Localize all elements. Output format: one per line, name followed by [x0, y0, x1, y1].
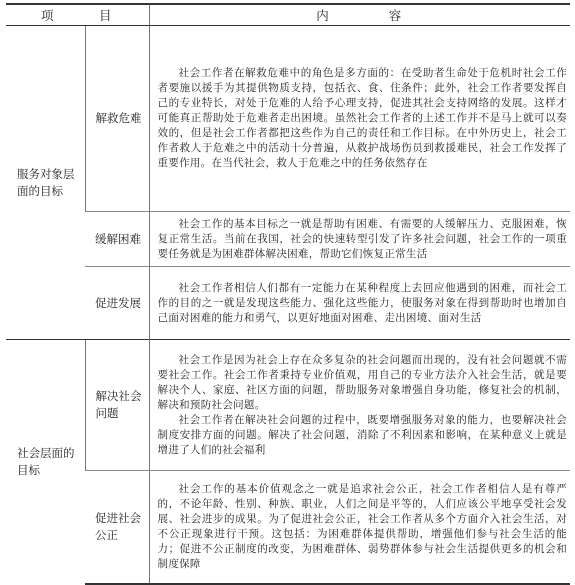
category-society: 社会层面的目标: [6, 340, 85, 585]
table-row: [6, 471, 570, 585]
paragraph: 社会工作是因为社会上存在众多复杂的社会问题而出现的，没有社会问题就不需要社会工作。社会工作者秉持专业价值观，用自己的专业方法介入社会生活，就是要解决个人、家庭、社区方面的问题，帮助服务对象增强自身功能，修复社会的机制，解决和预防社会问题。: [157, 353, 568, 411]
content-solve-problems: [149, 340, 570, 471]
sub-item-promote-justice: 促进社会公正: [85, 471, 149, 585]
content-relieve: [149, 212, 570, 267]
table-header-row: [6, 4, 570, 26]
content-promote-justice: [149, 471, 570, 585]
table-row: [6, 267, 570, 340]
paragraph: 社会工作的基本价值观念之一就是追求社会公正，社会工作者相信人是有尊严的，不论年龄、性别、种族、职业，人们之间是平等的，人们应该公平地享受社会发展、社会进步的成果。为了促进社会公正，社会工作者从多个方面介入社会生活，对不公正现象进行干预。这包括：为困难群体提供帮助，增强他们参与社会生活的能力；促进不公正制度的改变，为困难群体、弱势群体参与社会生活提供更多的机会和制度保障: [157, 483, 568, 570]
header-content: 内 容: [149, 4, 570, 26]
sub-item-rescue: 解救危难: [85, 26, 149, 212]
category-service-object: 服务对象层面的目标: [17, 166, 75, 198]
table-row: [6, 26, 570, 212]
table-row: [6, 212, 570, 267]
sub-item-relieve: 缓解困难: [85, 212, 149, 267]
paragraph: 社会工作者在解决社会问题的过程中，既要增强服务对象的能力，也要解决社会制度安排方面的问题。解决了社会问题，消除了不利因素和影响，在某种意义上就是增进了人们的社会福利: [157, 413, 568, 456]
paragraph: 社会工作的基本目标之一就是帮助有困难、有需要的人缓解压力、克服困难，恢复正常生活。当前在我国，社会的快速转型引发了许多社会问题，社会工作的一项重要任务就是为困难群体解决困难，帮助它们恢复正常生活: [157, 217, 568, 260]
content-develop: [149, 267, 570, 340]
paragraph: 社会工作者相信人们都有一定能力在某种程度上去回应他遇到的困难，而社会工作的目的之一就是发现这些能力、强化这些能力，使服务对象在得到帮助时也增加自己面对困难的能力和勇气，以更好地面对困难、走出困境、面对生活: [157, 281, 568, 324]
header-item: 项 目: [6, 4, 149, 26]
content-rescue: [149, 26, 570, 212]
table-row: [6, 340, 570, 471]
paragraph: 社会工作者在解救危难中的角色是多方面的：在受助者生命处于危机时社会工作者要施以援手为其提供物质支持，包括衣、食、住条件；此外，社会工作者要发挥自己的专业特长，对处于危难的人给予心理支持，促进其社会支持网络的发展。这样才可能真正帮助处于危难者走出困境。虽然社会工作者的上述工作并不是马上就可以奏效的，但是社会工作者都把这些作为自己的责任和工作目标。在中外历史上，社会工作者救人于危难之中的活动十分普遍，从救护战场伤员到救援难民，社会工作发挥了重要作用。在当代社会，救人于危难之中的任务依然存在: [157, 67, 568, 169]
sub-item-develop: 促进发展: [85, 267, 149, 340]
sub-item-solve-problems: 解决社会问题: [85, 340, 149, 471]
goals-table: [6, 3, 570, 585]
